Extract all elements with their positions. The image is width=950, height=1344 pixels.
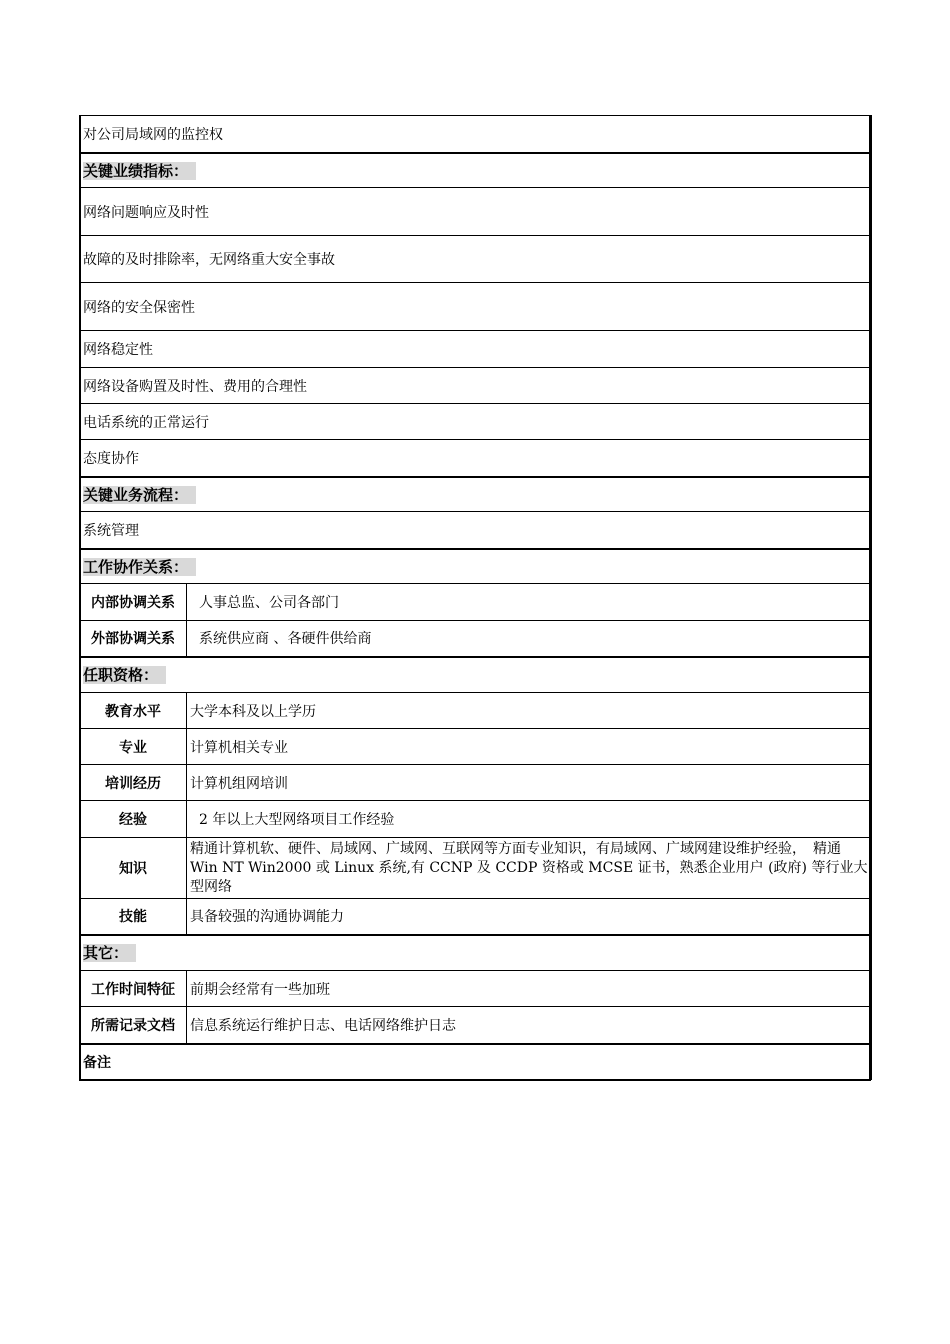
skills-label: 技能 bbox=[80, 899, 187, 935]
external-relations-label: 外部协调关系 bbox=[80, 621, 187, 657]
table-row bbox=[80, 971, 872, 1007]
experience-value: 2 年以上大型网络项目工作经验 bbox=[187, 801, 872, 838]
education-label: 教育水平 bbox=[80, 693, 187, 729]
process-heading: 关键业务流程： bbox=[83, 486, 196, 504]
work-time-value: 前期会经常有一些加班 bbox=[187, 971, 872, 1007]
list-item bbox=[80, 440, 872, 477]
list-item bbox=[80, 512, 872, 549]
table-row bbox=[80, 729, 872, 765]
kpi-item: 态度协作 bbox=[80, 440, 872, 477]
table-row bbox=[80, 621, 872, 657]
knowledge-label: 知识 bbox=[80, 838, 187, 899]
kpi-item: 网络的安全保密性 bbox=[80, 283, 872, 331]
kpi-item: 网络设备购置及时性、费用的合理性 bbox=[80, 368, 872, 404]
training-value: 计算机组网培训 bbox=[187, 765, 872, 801]
authority-text: 对公司局域网的监控权 bbox=[80, 116, 872, 153]
kpi-item: 故障的及时排除率，无网络重大安全事故 bbox=[80, 236, 872, 283]
training-label: 培训经历 bbox=[80, 765, 187, 801]
job-description-table bbox=[79, 115, 872, 1080]
list-item bbox=[80, 404, 872, 440]
list-item bbox=[80, 236, 872, 283]
kpi-item: 网络稳定性 bbox=[80, 331, 872, 368]
section-header-row bbox=[80, 935, 872, 971]
internal-relations-label: 内部协调关系 bbox=[80, 584, 187, 621]
kpi-heading: 关键业绩指标： bbox=[83, 162, 196, 180]
experience-label: 经验 bbox=[80, 801, 187, 838]
kpi-item: 电话系统的正常运行 bbox=[80, 404, 872, 440]
external-relations-value: 系统供应商 、各硬件供给商 bbox=[187, 621, 872, 657]
qualifications-heading: 任职资格： bbox=[83, 666, 166, 684]
remarks-label: 备注 bbox=[80, 1044, 872, 1080]
list-item bbox=[80, 331, 872, 368]
section-header-row bbox=[80, 477, 872, 512]
kpi-item: 网络问题响应及时性 bbox=[80, 188, 872, 236]
major-label: 专业 bbox=[80, 729, 187, 765]
table-row bbox=[80, 116, 872, 153]
table-row bbox=[80, 765, 872, 801]
skills-value: 具备较强的沟通协调能力 bbox=[187, 899, 872, 935]
relations-heading: 工作协作关系： bbox=[83, 558, 196, 576]
education-value: 大学本科及以上学历 bbox=[187, 693, 872, 729]
work-time-label: 工作时间特征 bbox=[80, 971, 187, 1007]
table-row bbox=[80, 1044, 872, 1080]
other-heading: 其它： bbox=[83, 944, 136, 962]
documents-label: 所需记录文档 bbox=[80, 1007, 187, 1044]
section-header-row bbox=[80, 153, 872, 188]
section-header-row bbox=[80, 549, 872, 584]
process-item: 系统管理 bbox=[80, 512, 872, 549]
list-item bbox=[80, 283, 872, 331]
table-row bbox=[80, 899, 872, 935]
list-item bbox=[80, 368, 872, 404]
major-value: 计算机相关专业 bbox=[187, 729, 872, 765]
section-header-row bbox=[80, 657, 872, 693]
table-row bbox=[80, 693, 872, 729]
table-row bbox=[80, 801, 872, 838]
table-row bbox=[80, 584, 872, 621]
internal-relations-value: 人事总监、公司各部门 bbox=[187, 584, 872, 621]
documents-value: 信息系统运行维护日志、电话网络维护日志 bbox=[187, 1007, 872, 1044]
table-row bbox=[80, 1007, 872, 1044]
list-item bbox=[80, 188, 872, 236]
table-row bbox=[80, 838, 872, 899]
knowledge-value: 精通计算机软、硬件、局域网、广域网、互联网等方面专业知识，有局域网、广域网建设维护经验， 精通 Win NT Win2000 或 Linux 系统,有 CCNP 及 CCDP 资格或 MCSE 证书，熟悉企业用户 (政府) 等行业大型网络 bbox=[187, 838, 872, 899]
